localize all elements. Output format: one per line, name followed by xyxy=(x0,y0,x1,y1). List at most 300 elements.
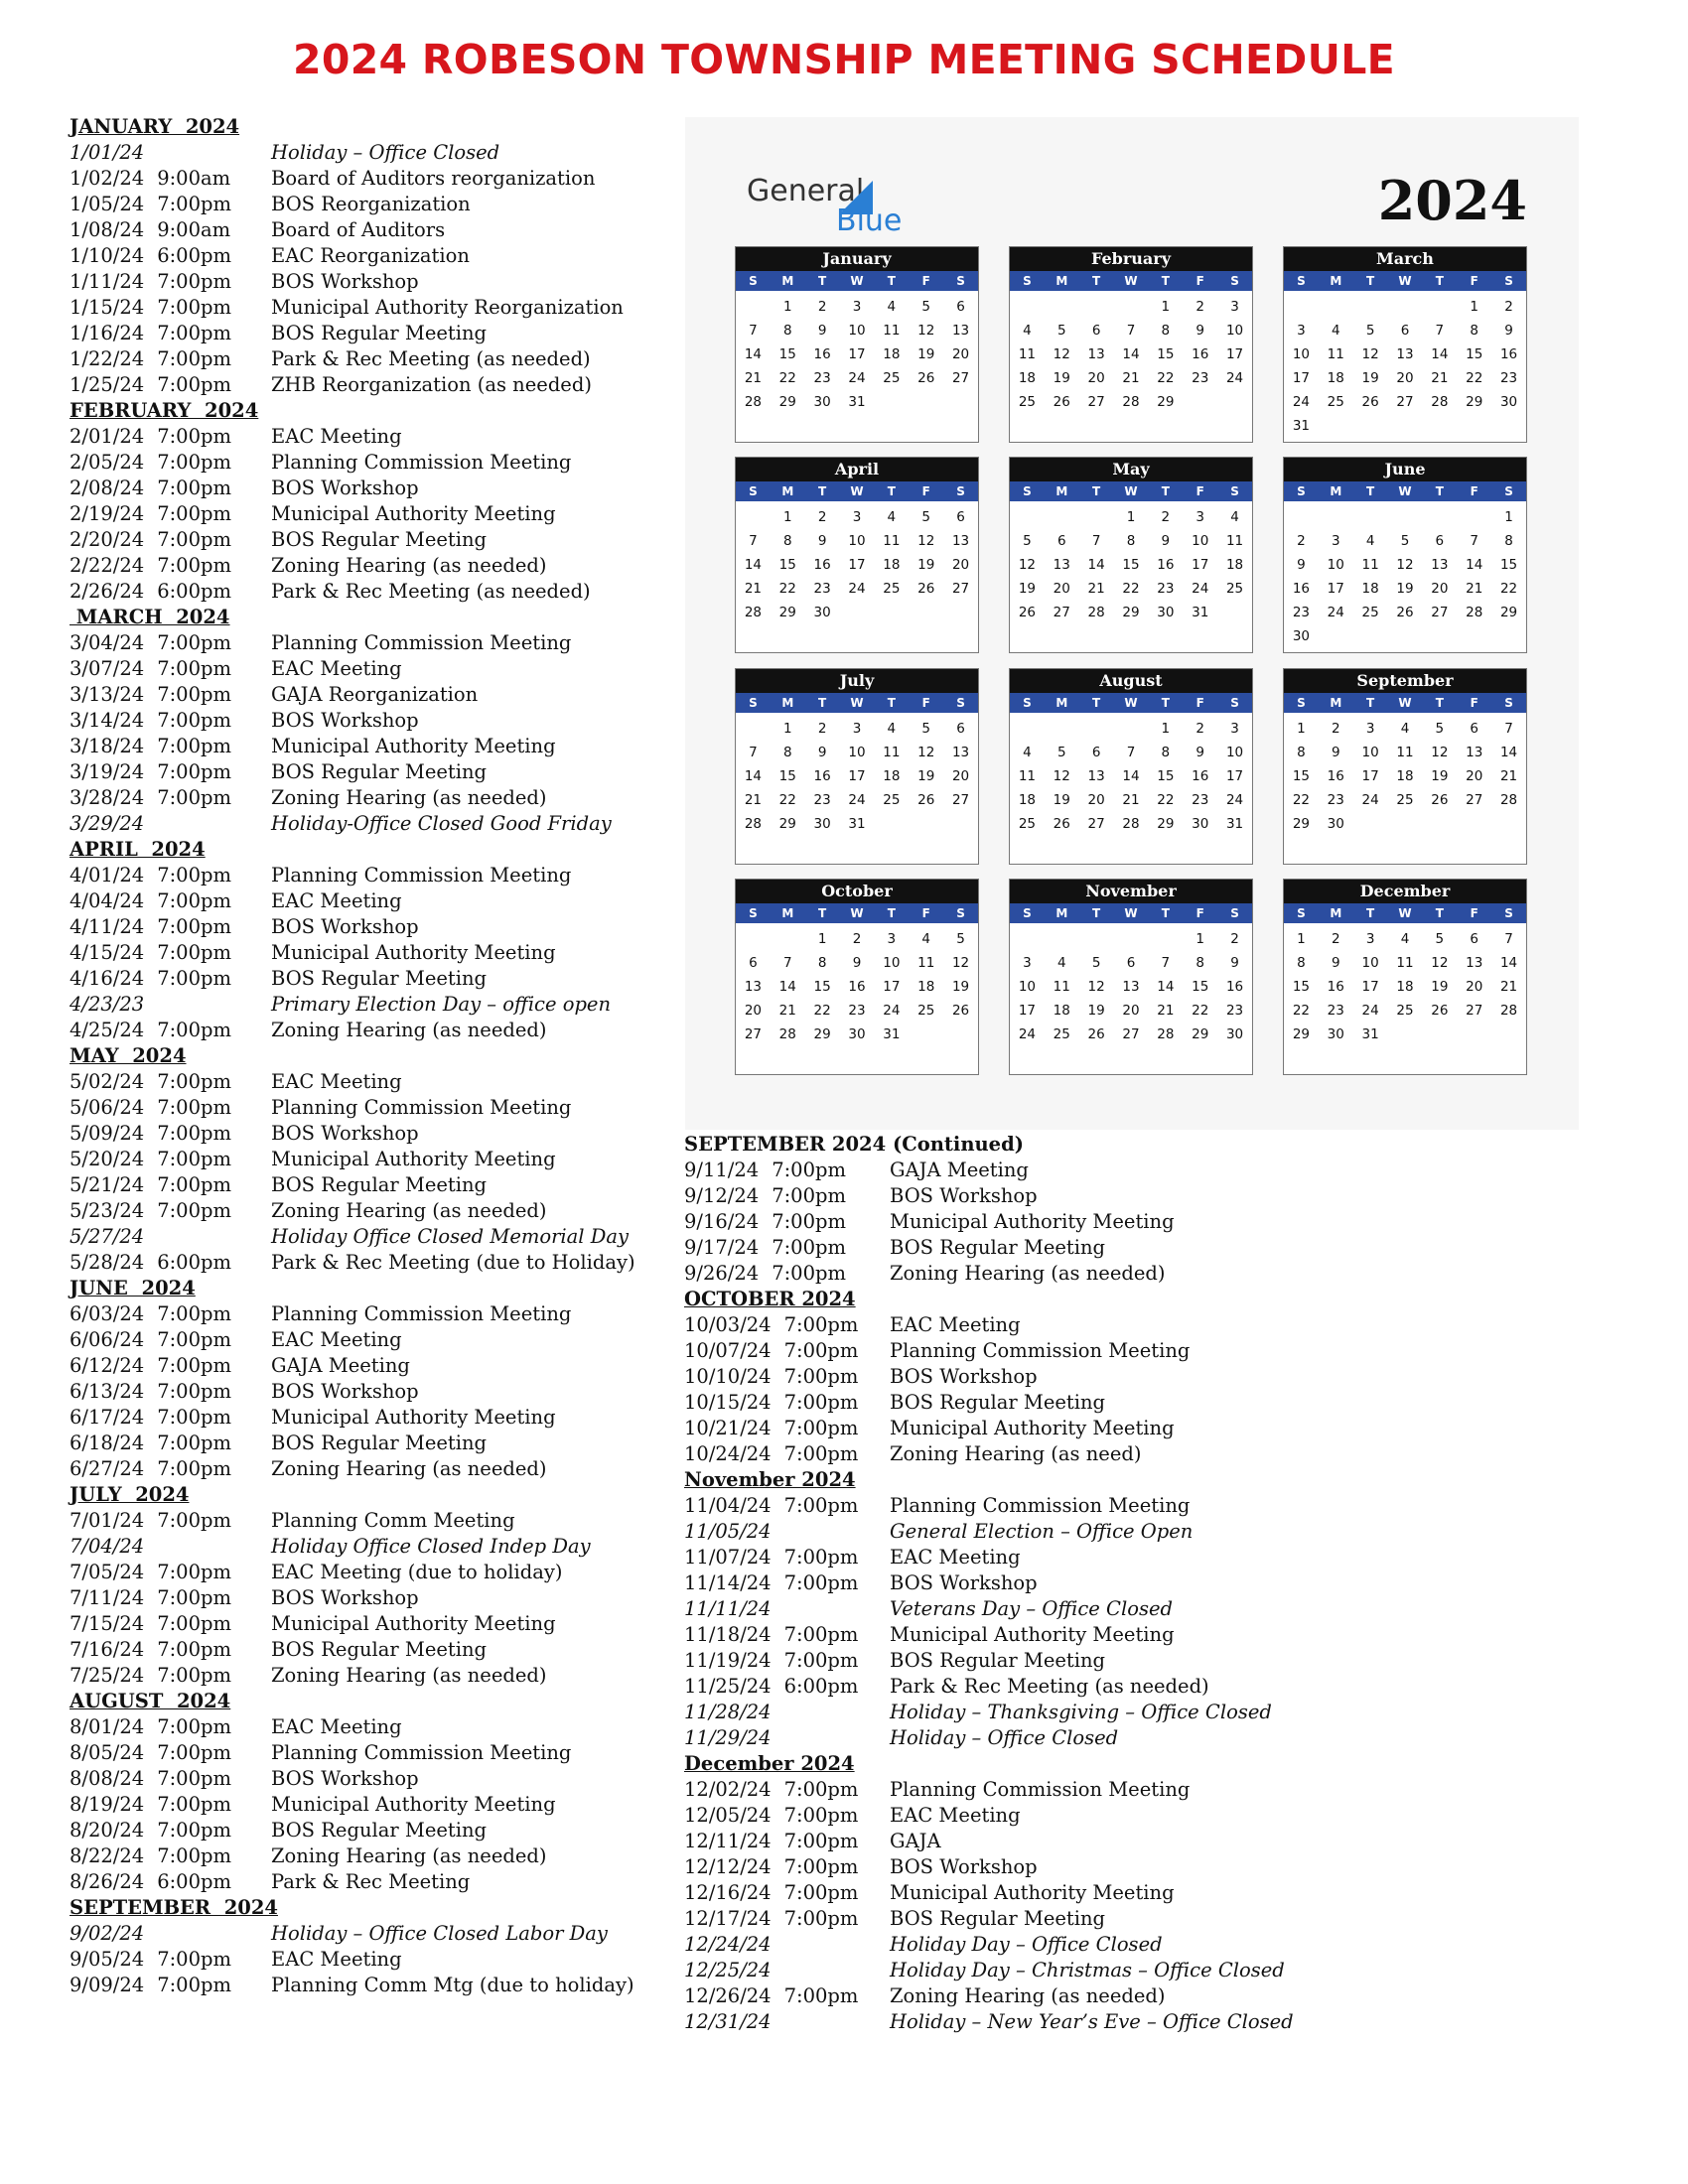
day-cell: 7 xyxy=(782,955,792,971)
empty-day-cell xyxy=(1045,295,1079,319)
entry-description: EAC Meeting xyxy=(271,425,402,448)
entry-date-time xyxy=(70,579,231,605)
day-cell: 23 xyxy=(813,581,831,597)
month-heading: JULY 2024 xyxy=(70,1483,190,1506)
day-cell: 11 xyxy=(1018,346,1037,362)
empty-day-cell xyxy=(1114,295,1149,319)
entry-date-time xyxy=(70,1818,231,1843)
entry-date-time xyxy=(684,1880,858,1906)
entry-date: 11/25/24 xyxy=(684,1675,772,1698)
day-cell: 13 xyxy=(951,323,970,339)
weekday-label: S xyxy=(1504,274,1513,288)
day-cell: 20 xyxy=(951,557,970,573)
weekday-label: F xyxy=(1196,696,1204,710)
entry-description: Municipal Authority Meeting xyxy=(271,1148,556,1170)
entry-time: 7:00pm xyxy=(783,1365,859,1388)
entry-date: 12/31/24 xyxy=(684,2010,772,2033)
month-calendar-february xyxy=(1009,246,1253,443)
day-cell: 1 xyxy=(1161,299,1171,315)
day-cell: 21 xyxy=(744,370,763,386)
entry-time: 7:00pm xyxy=(157,1096,231,1119)
day-grid xyxy=(1284,505,1526,648)
day-cell: 25 xyxy=(1327,394,1344,410)
entry-date: 12/16/24 xyxy=(684,1881,772,1904)
weekday-label: S xyxy=(1230,484,1239,498)
day-cell: 15 xyxy=(778,768,796,784)
day-cell: 7 xyxy=(749,533,758,549)
weekday-label: S xyxy=(1023,696,1032,710)
entry-date-time xyxy=(684,1777,858,1803)
day-cell: 6 xyxy=(749,955,758,971)
month-name: May xyxy=(1010,458,1252,481)
entry-time: 7:00pm xyxy=(157,631,231,654)
day-cell: 30 xyxy=(1499,394,1518,410)
entry-date-time xyxy=(684,1441,858,1467)
schedule-entry xyxy=(70,888,685,914)
entry-date-time xyxy=(70,1921,144,1947)
entry-description: BOS Regular Meeting xyxy=(271,967,488,990)
weekday-label: T xyxy=(887,906,896,920)
entry-date-time xyxy=(684,1983,858,2009)
entry-date: 3/28/24 xyxy=(70,786,145,809)
day-cell: 27 xyxy=(1087,816,1105,832)
day-cell: 26 xyxy=(1396,605,1414,620)
day-cell: 20 xyxy=(1122,1003,1140,1019)
month-heading: JUNE 2024 xyxy=(70,1277,196,1299)
weekday-label: S xyxy=(1230,696,1239,710)
entry-time: 7:00pm xyxy=(783,1855,859,1878)
day-grid xyxy=(736,927,978,1046)
day-cell: 13 xyxy=(744,979,763,995)
schedule-entry xyxy=(70,1973,685,1998)
month-heading: November 2024 xyxy=(684,1468,856,1491)
day-cell: 6 xyxy=(1400,323,1410,339)
weekday-label: F xyxy=(1196,906,1204,920)
day-cell: 12 xyxy=(1396,557,1414,573)
day-cell: 25 xyxy=(883,581,901,597)
entry-time: 7:00pm xyxy=(157,1767,231,1790)
entry-description: Board of Auditors xyxy=(271,218,446,241)
day-cell: 20 xyxy=(744,1003,763,1019)
entry-time: 7:00pm xyxy=(772,1236,846,1259)
day-cell: 25 xyxy=(883,792,901,808)
day-cell: 22 xyxy=(1122,581,1140,597)
entry-description: Planning Commission Meeting xyxy=(271,631,572,654)
entry-date-time xyxy=(70,863,231,888)
entry-date: 3/07/24 xyxy=(70,657,145,680)
entry-date-time xyxy=(70,1172,231,1198)
day-cell: 9 xyxy=(852,955,862,971)
entry-description: BOS Regular Meeting xyxy=(271,1638,488,1661)
day-cell: 5 xyxy=(921,509,930,525)
schedule-entry xyxy=(684,2009,1300,2035)
day-cell: 4 xyxy=(1400,931,1410,947)
entry-time: 7:00pm xyxy=(157,760,231,783)
entry-time: 7:00pm xyxy=(157,296,231,319)
weekday-header xyxy=(1284,693,1526,713)
day-cell: 23 xyxy=(1327,792,1344,808)
entry-time: 7:00pm xyxy=(157,1019,231,1041)
entry-description: BOS Workshop xyxy=(271,270,419,293)
entry-date: 6/03/24 xyxy=(70,1302,145,1325)
day-cell: 7 xyxy=(1161,955,1171,971)
entry-date: 4/11/24 xyxy=(70,915,145,938)
weekday-label: S xyxy=(1504,696,1513,710)
entry-date: 6/17/24 xyxy=(70,1406,145,1429)
day-cell: 24 xyxy=(1192,581,1209,597)
entry-time: 7:00pm xyxy=(157,1612,231,1635)
day-cell: 9 xyxy=(1297,557,1306,573)
day-cell: 21 xyxy=(1157,1003,1175,1019)
day-cell: 15 xyxy=(1157,346,1175,362)
entry-description: BOS Regular Meeting xyxy=(890,1907,1106,1930)
entry-description: Planning Commission Meeting xyxy=(890,1339,1191,1362)
month-name: August xyxy=(1010,669,1252,693)
entry-description: Zoning Hearing (as need) xyxy=(890,1442,1142,1465)
day-cell: 13 xyxy=(1053,557,1070,573)
day-cell: 14 xyxy=(744,557,763,573)
schedule-entry xyxy=(70,1172,685,1198)
schedule-entry xyxy=(684,1932,1300,1958)
entry-description: Planning Commission Meeting xyxy=(890,1494,1191,1517)
day-cell: 23 xyxy=(813,792,831,808)
entry-time: 7:00pm xyxy=(157,889,231,912)
entry-date-time xyxy=(684,1674,858,1700)
day-cell: 18 xyxy=(917,979,935,995)
day-cell: 5 xyxy=(1435,721,1445,737)
weekday-label: F xyxy=(1470,696,1478,710)
day-cell: 25 xyxy=(883,370,901,386)
schedule-entry xyxy=(70,1018,685,1043)
entry-time: 7:00pm xyxy=(772,1184,846,1207)
empty-day-cell xyxy=(1388,295,1423,319)
schedule-entry xyxy=(684,1648,1300,1674)
schedule-entry xyxy=(684,1570,1300,1596)
day-cell: 11 xyxy=(883,745,901,760)
empty-day-cell xyxy=(1114,927,1149,951)
entry-date-time xyxy=(684,1235,846,1261)
weekday-label: M xyxy=(781,484,794,498)
day-cell: 14 xyxy=(1499,745,1518,760)
day-cell: 16 xyxy=(1192,768,1209,784)
day-cell: 3 xyxy=(887,931,897,947)
day-cell: 9 xyxy=(1331,745,1340,760)
schedule-entry xyxy=(70,140,685,166)
day-cell: 25 xyxy=(1018,394,1037,410)
entry-time: 7:00pm xyxy=(157,322,231,344)
entry-date-time xyxy=(684,1803,858,1829)
entry-time: 7:00pm xyxy=(783,1881,859,1904)
schedule-entry xyxy=(684,1906,1300,1932)
day-cell: 22 xyxy=(1157,792,1175,808)
schedule-entry xyxy=(684,1880,1300,1906)
empty-day-cell xyxy=(1284,295,1319,319)
entry-description: Planning Comm Meeting xyxy=(271,1509,515,1532)
entry-time: 7:00pm xyxy=(157,1302,231,1325)
entry-date: 11/18/24 xyxy=(684,1623,772,1646)
weekday-label: S xyxy=(749,274,758,288)
entry-date-time xyxy=(70,708,231,734)
day-cell: 7 xyxy=(1435,323,1445,339)
entry-time: 7:00pm xyxy=(157,915,231,938)
entry-date: 5/06/24 xyxy=(70,1096,145,1119)
schedule-entry xyxy=(684,1416,1300,1441)
entry-time: 7:00pm xyxy=(157,193,231,215)
schedule-entry xyxy=(684,1261,1300,1287)
empty-day-cell xyxy=(1045,927,1079,951)
entry-time: 7:00pm xyxy=(157,967,231,990)
weekday-label: M xyxy=(781,274,794,288)
entry-date-time xyxy=(70,166,230,192)
year-calendar xyxy=(685,117,1579,1130)
day-cell: 7 xyxy=(1126,323,1136,339)
entry-time: 7:00pm xyxy=(157,425,231,448)
schedule-entry xyxy=(70,476,685,501)
day-cell: 16 xyxy=(1157,557,1175,573)
day-cell: 7 xyxy=(749,745,758,760)
weekday-label: T xyxy=(887,696,896,710)
entry-date-time xyxy=(70,1198,231,1224)
entry-date: 8/22/24 xyxy=(70,1844,145,1867)
day-cell: 6 xyxy=(956,509,965,525)
day-cell: 12 xyxy=(917,533,935,549)
day-cell: 14 xyxy=(744,346,763,362)
day-cell: 28 xyxy=(1122,816,1140,832)
weekday-label: W xyxy=(850,906,864,920)
day-cell: 8 xyxy=(1161,745,1171,760)
day-cell: 22 xyxy=(1157,370,1175,386)
day-cell: 10 xyxy=(1292,346,1311,362)
month-heading: December 2024 xyxy=(684,1752,855,1775)
schedule-entry xyxy=(70,966,685,992)
day-cell: 31 xyxy=(848,394,866,410)
entry-date: 1/01/24 xyxy=(70,141,145,164)
day-cell: 10 xyxy=(1192,533,1209,549)
entry-time: 7:00pm xyxy=(783,1778,859,1801)
entry-date-time xyxy=(684,1622,858,1648)
weekday-label: S xyxy=(749,906,758,920)
day-cell: 19 xyxy=(1431,979,1449,995)
entry-time: 6:00pm xyxy=(783,1675,859,1698)
empty-day-cell xyxy=(736,927,771,951)
day-cell: 12 xyxy=(1087,979,1105,995)
day-cell: 8 xyxy=(782,323,792,339)
day-cell: 16 xyxy=(1327,768,1344,784)
day-cell: 22 xyxy=(778,792,796,808)
entry-date: 4/16/24 xyxy=(70,967,145,990)
schedule-entry xyxy=(70,1663,685,1689)
schedule-entry xyxy=(684,1545,1300,1570)
schedule-entry xyxy=(684,1519,1300,1545)
day-cell: 21 xyxy=(744,581,763,597)
day-cell: 20 xyxy=(1087,370,1105,386)
day-cell: 3 xyxy=(1023,955,1032,971)
day-cell: 4 xyxy=(887,509,897,525)
entry-date: 5/09/24 xyxy=(70,1122,145,1145)
day-cell: 20 xyxy=(1087,792,1105,808)
weekday-label: F xyxy=(1470,484,1478,498)
weekday-label: S xyxy=(749,696,758,710)
entry-description: Zoning Hearing (as needed) xyxy=(271,1664,547,1687)
weekday-header xyxy=(1284,481,1526,501)
entry-description: Municipal Authority Meeting xyxy=(890,1623,1175,1646)
day-cell: 3 xyxy=(1230,299,1239,315)
schedule-entry xyxy=(684,1700,1300,1725)
schedule-entry xyxy=(70,1198,685,1224)
day-cell: 21 xyxy=(1122,792,1140,808)
entry-time: 7:00pm xyxy=(157,477,231,499)
day-cell: 20 xyxy=(1466,768,1483,784)
month-name: February xyxy=(1010,247,1252,271)
entry-date: 12/02/24 xyxy=(684,1778,772,1801)
schedule-entry xyxy=(684,1829,1300,1854)
entry-date: 1/10/24 xyxy=(70,244,145,267)
schedule-entry xyxy=(70,1147,685,1172)
entry-time: 7:00pm xyxy=(157,864,231,887)
day-cell: 30 xyxy=(1327,816,1344,832)
entry-description: EAC Meeting xyxy=(271,1328,402,1351)
entry-description: BOS Regular Meeting xyxy=(271,1432,488,1454)
weekday-header xyxy=(1284,903,1526,923)
day-cell: 17 xyxy=(1225,346,1244,362)
day-cell: 13 xyxy=(1087,768,1105,784)
day-cell: 18 xyxy=(1053,1003,1070,1019)
schedule-entry xyxy=(70,1947,685,1973)
day-cell: 22 xyxy=(813,1003,831,1019)
schedule-entry xyxy=(70,346,685,372)
entry-description: BOS Workshop xyxy=(271,1122,419,1145)
day-cell: 16 xyxy=(1499,346,1518,362)
schedule-entry xyxy=(70,450,685,476)
schedule-entry xyxy=(70,785,685,811)
day-cell: 23 xyxy=(1499,370,1518,386)
entry-time: 7:00pm xyxy=(783,1494,859,1517)
entry-date: 7/11/24 xyxy=(70,1586,145,1609)
entry-date-time xyxy=(70,1224,144,1250)
day-cell: 24 xyxy=(1018,1026,1037,1042)
schedule-entry xyxy=(684,1493,1300,1519)
schedule-entry xyxy=(70,1353,685,1379)
weekday-label: W xyxy=(1124,696,1138,710)
entry-date: 2/22/24 xyxy=(70,554,145,577)
entry-date: 5/20/24 xyxy=(70,1148,145,1170)
weekday-label: S xyxy=(1297,274,1306,288)
entry-date: 1/02/24 xyxy=(70,167,145,190)
day-cell: 27 xyxy=(1122,1026,1140,1042)
month-name: April xyxy=(736,458,978,481)
month-name: September xyxy=(1284,669,1526,693)
schedule-entry xyxy=(70,372,685,398)
schedule-entry xyxy=(70,630,685,656)
logo-triangle-icon xyxy=(839,181,873,214)
weekday-label: W xyxy=(850,696,864,710)
entry-date: 1/25/24 xyxy=(70,373,145,396)
weekday-label: T xyxy=(1435,484,1444,498)
day-cell: 28 xyxy=(744,605,763,620)
day-cell: 13 xyxy=(1122,979,1140,995)
day-cell: 5 xyxy=(1056,745,1066,760)
entry-description: BOS Workshop xyxy=(271,1767,419,1790)
entry-date-time xyxy=(684,1209,846,1235)
page-title: 2024 ROBESON TOWNSHIP MEETING SCHEDULE xyxy=(293,36,1395,83)
schedule-entry xyxy=(70,1405,685,1431)
day-grid xyxy=(1010,717,1252,836)
entry-date-time xyxy=(70,1766,231,1792)
day-cell: 3 xyxy=(1365,721,1375,737)
schedule-entry xyxy=(70,1431,685,1456)
day-cell: 19 xyxy=(1087,1003,1105,1019)
schedule-entry xyxy=(684,1983,1300,2009)
entry-description: Holiday – Office Closed Labor Day xyxy=(271,1922,608,1945)
month-calendar-january xyxy=(735,246,979,443)
entry-date-time xyxy=(70,785,231,811)
day-cell: 24 xyxy=(1361,1003,1379,1019)
entry-date: 12/12/24 xyxy=(684,1855,772,1878)
weekday-label: F xyxy=(1196,484,1204,498)
weekday-label: F xyxy=(921,484,930,498)
entry-description: Municipal Authority Meeting xyxy=(890,1210,1175,1233)
schedule-entry xyxy=(684,1338,1300,1364)
month-calendar-october xyxy=(735,879,979,1075)
schedule-entry xyxy=(684,1854,1300,1880)
weekday-label: S xyxy=(749,484,758,498)
day-cell: 13 xyxy=(1396,346,1414,362)
entry-date: 10/10/24 xyxy=(684,1365,772,1388)
weekday-label: T xyxy=(1092,696,1101,710)
entry-date: 2/20/24 xyxy=(70,528,145,551)
entry-description: BOS Workshop xyxy=(271,1380,419,1403)
entry-time: 7:00pm xyxy=(783,1442,859,1465)
day-cell: 15 xyxy=(778,557,796,573)
entry-date-time xyxy=(70,682,231,708)
schedule-entry xyxy=(70,424,685,450)
day-cell: 2 xyxy=(1196,721,1204,737)
schedule-entry xyxy=(70,217,685,243)
day-cell: 13 xyxy=(1431,557,1449,573)
schedule-entry xyxy=(70,1327,685,1353)
entry-time: 7:00pm xyxy=(783,1623,859,1646)
entry-description: Park & Rec Meeting (as needed) xyxy=(890,1675,1209,1698)
entry-date-time xyxy=(684,1906,858,1932)
weekday-label: T xyxy=(1092,906,1101,920)
entry-description: EAC Reorganization xyxy=(271,244,470,267)
entry-description: Planning Commission Meeting xyxy=(271,1741,572,1764)
weekday-label: F xyxy=(1196,274,1204,288)
day-cell: 1 xyxy=(782,509,792,525)
day-cell: 6 xyxy=(1091,745,1101,760)
schedule-entry xyxy=(70,1740,685,1766)
entry-time: 7:00pm xyxy=(157,1638,231,1661)
day-cell: 17 xyxy=(1361,768,1379,784)
day-cell: 14 xyxy=(778,979,796,995)
day-cell: 23 xyxy=(1192,370,1209,386)
day-cell: 11 xyxy=(1361,557,1379,573)
entry-date: 8/08/24 xyxy=(70,1767,145,1790)
day-cell: 11 xyxy=(1396,955,1414,971)
month-heading: SEPTEMBER 2024 xyxy=(70,1896,278,1919)
day-cell: 21 xyxy=(744,792,763,808)
day-cell: 1 xyxy=(1297,931,1306,947)
month-calendar-july xyxy=(735,668,979,865)
entry-date: 6/13/24 xyxy=(70,1380,145,1403)
day-cell: 25 xyxy=(1225,581,1244,597)
month-calendar-june xyxy=(1283,457,1527,653)
entry-description: Holiday Day – Christmas – Office Closed xyxy=(890,1959,1285,1981)
entry-time: 7:00pm xyxy=(157,528,231,551)
weekday-header xyxy=(1010,481,1252,501)
entry-description: BOS Regular Meeting xyxy=(271,322,488,344)
entry-date-time xyxy=(70,1431,231,1456)
